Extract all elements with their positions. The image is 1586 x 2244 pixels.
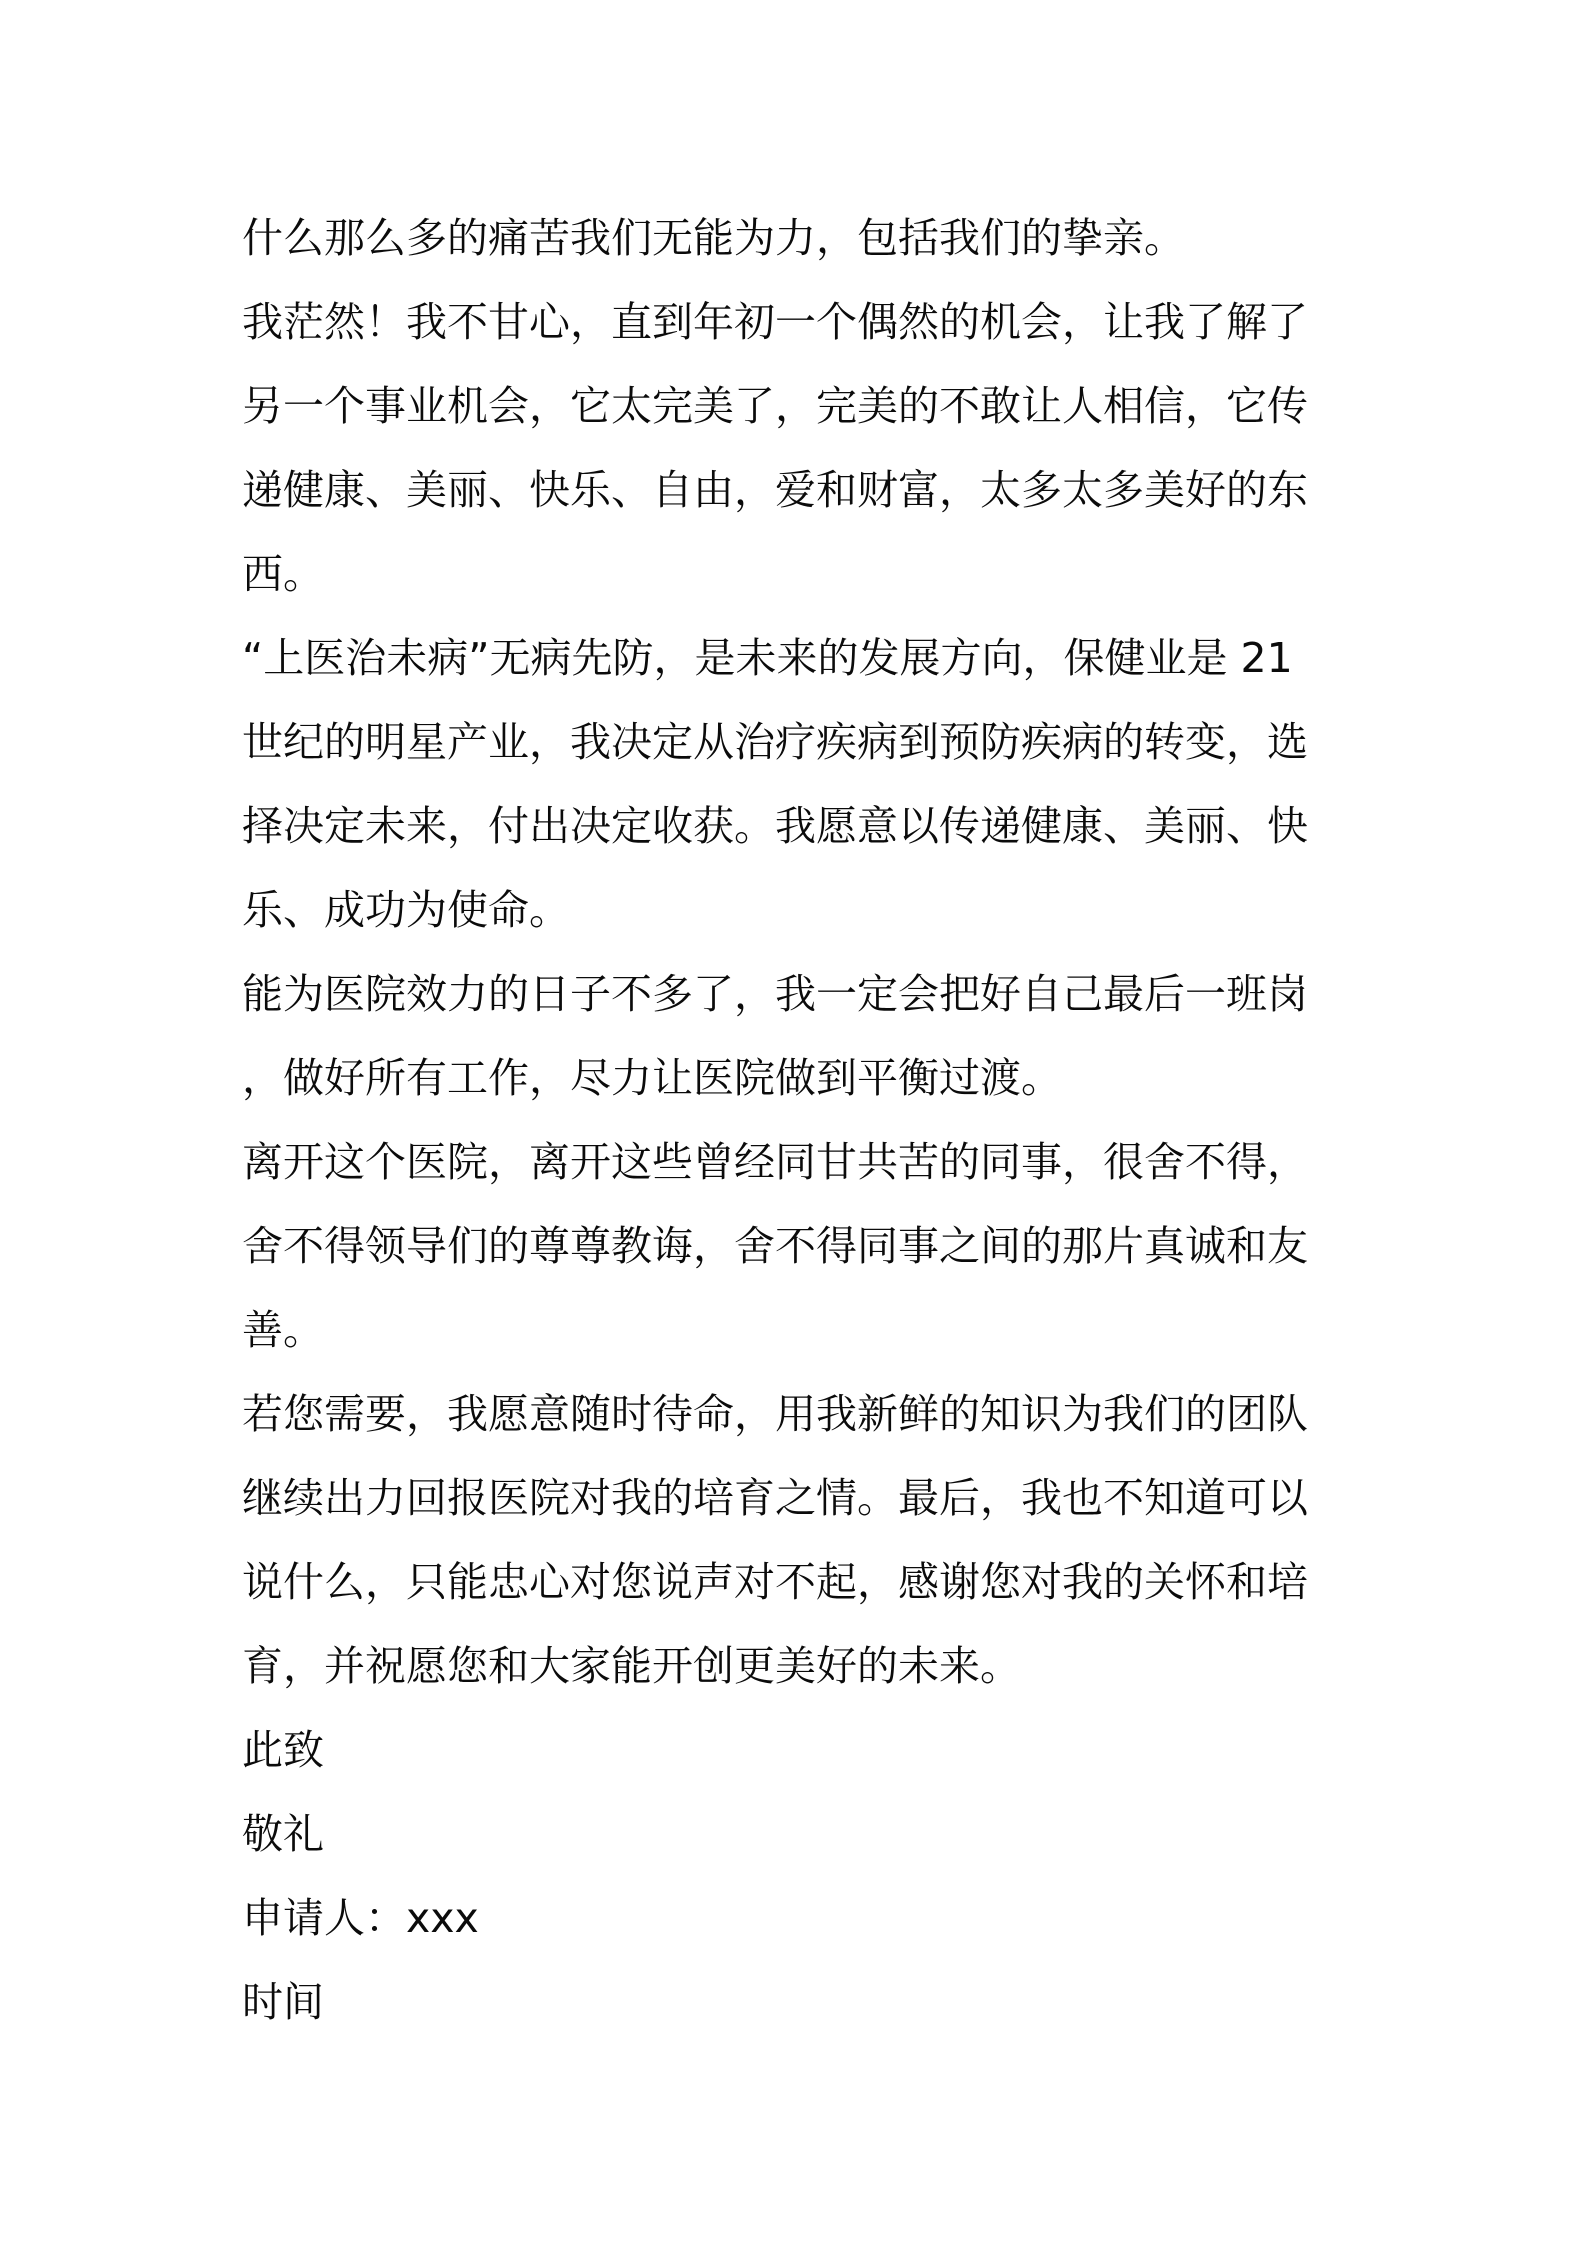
- text-line: ，做好所有工作，尽力让医院做到平衡过渡。: [242, 1054, 1062, 1102]
- text-line: 说什么，只能忠心对您说声对不起，感谢您对我的关怀和培: [242, 1558, 1308, 1606]
- closing-regards: 敬礼: [242, 1810, 324, 1858]
- text-line: “上医治未病”无病先防，是未来的发展方向，保健业是 21: [242, 634, 1293, 682]
- letter-body: [242, 196, 1354, 2044]
- text-line: 另一个事业机会，它太完美了，完美的不敢让人相信，它传: [242, 382, 1308, 430]
- text-line: 递健康、美丽、快乐、自由，爱和财富，太多太多美好的东: [242, 466, 1308, 514]
- text-line: 能为医院效力的日子不多了，我一定会把好自己最后一班岗: [242, 970, 1308, 1018]
- text-line: 乐、成功为使命。: [242, 886, 570, 934]
- text-line: 育，并祝愿您和大家能开创更美好的未来。: [242, 1642, 1021, 1690]
- applicant-line: 申请人：xxx: [242, 1894, 479, 1942]
- text-line: 择决定未来，付出决定收获。我愿意以传递健康、美丽、快: [242, 802, 1308, 850]
- text-line: 若您需要，我愿意随时待命，用我新鲜的知识为我们的团队: [242, 1390, 1308, 1438]
- text-line: 离开这个医院，离开这些曾经同甘共苦的同事，很舍不得，: [242, 1138, 1308, 1186]
- text-line: 舍不得领导们的尊尊教诲，舍不得同事之间的那片真诚和友: [242, 1222, 1308, 1270]
- text-line: 我茫然！我不甘心，直到年初一个偶然的机会，让我了解了: [242, 298, 1308, 346]
- closing-salutation: 此致: [242, 1726, 324, 1774]
- text-line: 世纪的明星产业，我决定从治疗疾病到预防疾病的转变，选: [242, 718, 1308, 766]
- text-line: 善。: [242, 1306, 324, 1354]
- text-line: 继续出力回报医院对我的培育之情。最后，我也不知道可以: [242, 1474, 1308, 1522]
- text-line: 什么那么多的痛苦我们无能为力，包括我们的挚亲。: [242, 214, 1185, 262]
- date-line: 时间: [242, 1978, 324, 2026]
- text-line: 西。: [242, 550, 324, 598]
